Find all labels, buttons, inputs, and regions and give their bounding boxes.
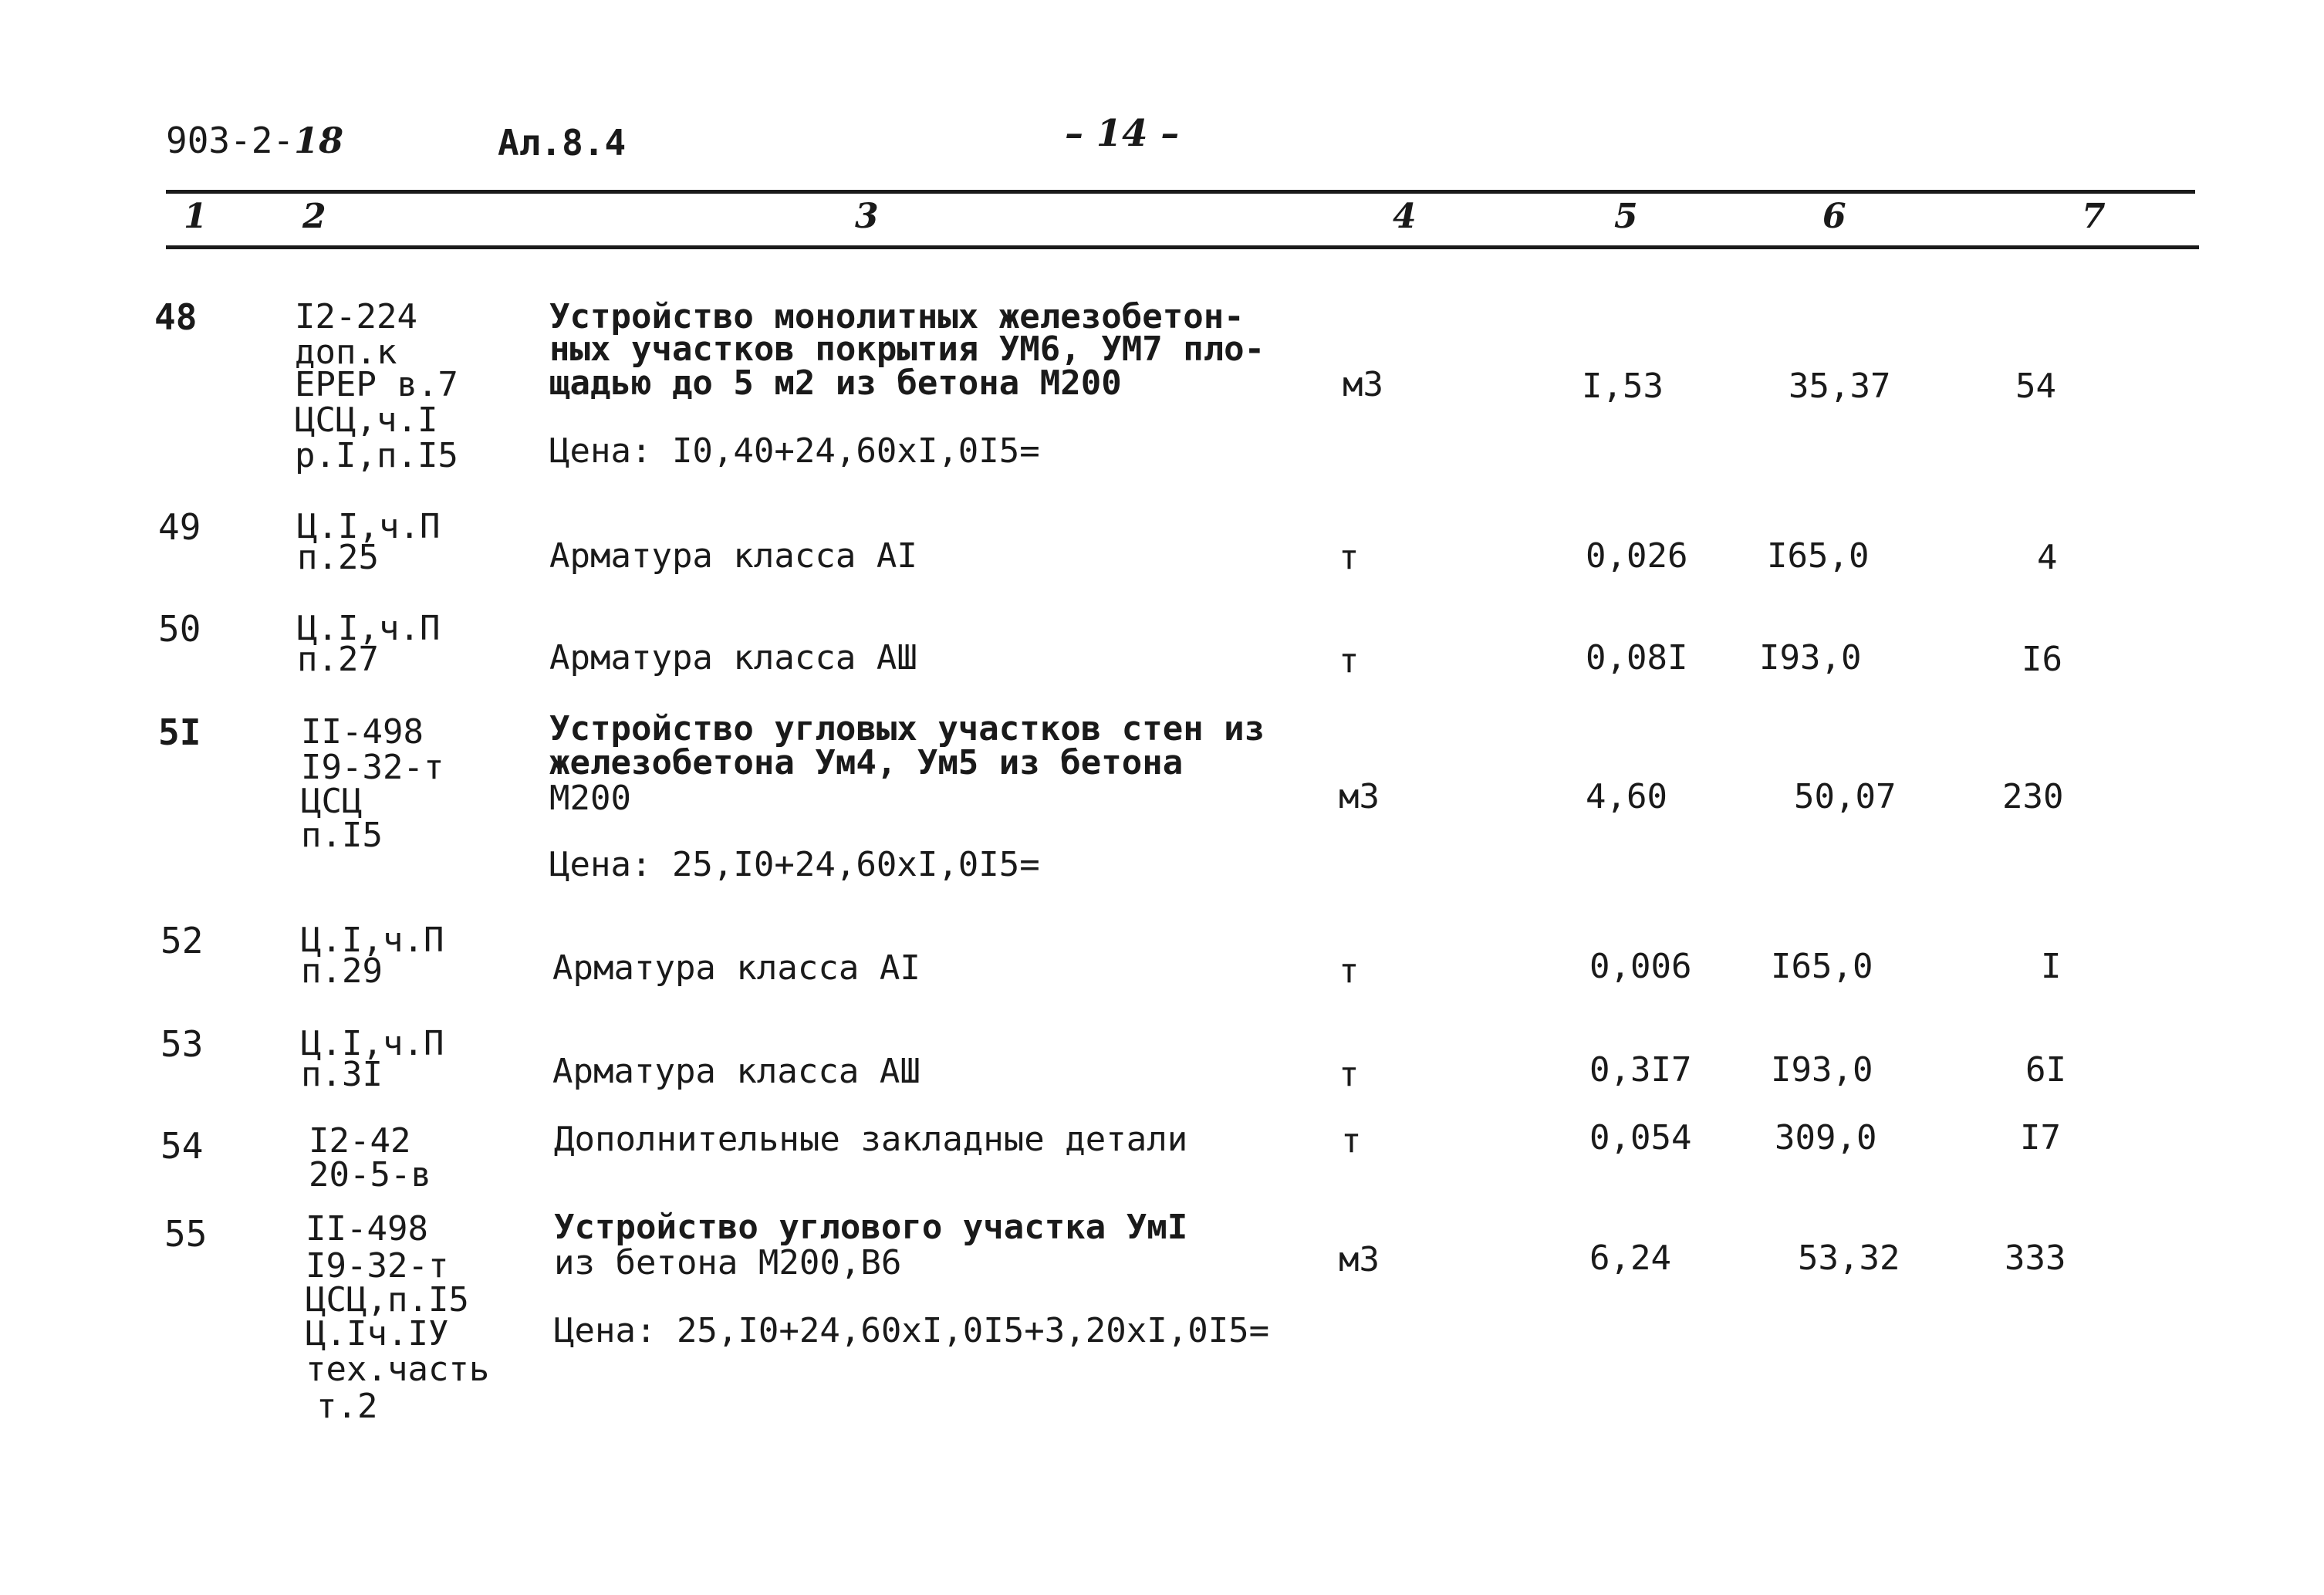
row-code-line: ЕРЕР в.7 [295, 365, 458, 404]
row-description-line: из бетона М200,В6 [554, 1243, 902, 1282]
row-quantity: 0,026 [1586, 536, 1688, 576]
row-code-line: I9-32-т [301, 748, 444, 787]
row-total: 4 [2037, 538, 2058, 577]
row-number: 50 [158, 608, 201, 650]
row-description-line: Дополнительные закладные детали [554, 1120, 1188, 1159]
row-quantity: I,53 [1582, 367, 1664, 406]
row-quantity: 0,08I [1586, 638, 1688, 678]
row-price-formula: Цена: 25,I0+24,60xI,0I5= [549, 845, 1040, 884]
row-number: 55 [164, 1213, 208, 1255]
row-quantity: 0,3I7 [1589, 1050, 1692, 1090]
row-number: 54 [160, 1125, 204, 1167]
column-number-7: 7 [2082, 197, 2106, 236]
row-unit: м3 [1339, 1240, 1380, 1279]
row-description-line: ных участков покрытия УМ6, УМ7 пло- [549, 329, 1265, 369]
row-code-line: II-498 [301, 712, 424, 752]
row-code-line: п.3I [301, 1055, 383, 1094]
header-rule-top [166, 190, 2195, 194]
row-description-line: Устройство угловых участков стен из [549, 709, 1265, 749]
row-price-formula: Цена: I0,40+24,60xI,0I5= [549, 431, 1040, 471]
row-description-line: Арматура класса АI [549, 536, 917, 576]
row-unit-cost: I93,0 [1759, 638, 1862, 678]
row-description-line: щадью до 5 м2 из бетона М200 [549, 363, 1122, 403]
row-unit-cost: 50,07 [1794, 777, 1897, 816]
row-code-line: п.27 [297, 640, 379, 679]
column-number-3: 3 [855, 197, 879, 236]
row-total: 6I [2025, 1050, 2066, 1090]
row-code-line: 20-5-в [309, 1155, 431, 1195]
row-number: 53 [160, 1023, 204, 1065]
row-number: 5I [158, 711, 201, 753]
row-total: 54 [2015, 367, 2056, 406]
row-description-line: Арматура класса АШ [552, 1052, 920, 1091]
row-unit-cost: 309,0 [1775, 1118, 1877, 1157]
row-quantity: 0,054 [1589, 1118, 1692, 1157]
row-unit: т [1339, 538, 1360, 577]
row-code-line: Ц.Iч.IУ [306, 1314, 449, 1353]
row-number: 52 [160, 920, 204, 961]
row-code-line: п.29 [301, 951, 383, 991]
row-code-line: доп.к [295, 333, 397, 372]
column-number-2: 2 [302, 197, 326, 236]
row-code-line: ЦСЦ [301, 782, 363, 821]
row-code-line: Ц.I,ч.П [297, 507, 441, 546]
row-unit: т [1339, 1055, 1360, 1094]
row-code-line: тех.часть [306, 1350, 490, 1389]
row-unit-cost: 35,37 [1789, 367, 1891, 406]
column-number-6: 6 [1822, 197, 1846, 236]
row-unit: т [1339, 641, 1360, 681]
row-unit: т [1341, 1121, 1362, 1161]
row-unit: м3 [1339, 777, 1380, 816]
row-total: I6 [2022, 640, 2062, 679]
row-total: I [2041, 947, 2062, 986]
row-total: 333 [2005, 1238, 2066, 1278]
row-unit-cost: 53,32 [1798, 1238, 1900, 1278]
document-code [166, 120, 343, 161]
row-quantity: 0,006 [1589, 947, 1692, 986]
row-unit-cost: I65,0 [1771, 947, 1873, 986]
column-number-1: 1 [184, 197, 208, 236]
row-code-line: п.25 [297, 538, 379, 577]
row-code-line: р.I,п.I5 [295, 436, 458, 475]
column-number-4: 4 [1393, 197, 1417, 236]
row-unit-cost: I93,0 [1771, 1050, 1873, 1090]
row-description-line: Арматура класса АШ [549, 638, 917, 678]
row-price-formula: Цена: 25,I0+24,60xI,0I5+3,20xI,0I5= [554, 1311, 1270, 1350]
row-code-line: I2-42 [309, 1121, 411, 1161]
row-code-line: Ц.I,ч.П [301, 921, 444, 960]
header-rule-bottom [166, 245, 2199, 249]
document-code-prefix: 903-2- [166, 120, 295, 161]
row-unit: т [1339, 951, 1360, 991]
row-code-line: Ц.I,ч.П [301, 1024, 444, 1063]
row-description-line: Устройство углового участка УмI [554, 1208, 1188, 1247]
column-number-5: 5 [1614, 197, 1638, 236]
row-total: I7 [2020, 1118, 2061, 1157]
row-code-line: ЦСЦ,ч.I [295, 400, 438, 440]
row-code-line: II-498 [306, 1209, 428, 1249]
page-number: – 14 – [1065, 112, 1180, 155]
row-code-line: Ц.I,ч.П [297, 609, 441, 648]
row-quantity: 4,60 [1586, 777, 1667, 816]
row-code-line: п.I5 [301, 816, 383, 855]
row-number: 49 [158, 506, 201, 548]
album-label: Ал.8.4 [498, 122, 627, 164]
row-number: 48 [154, 296, 198, 338]
row-description-line: Арматура класса АI [552, 948, 920, 988]
row-code-line: т.2 [316, 1387, 378, 1426]
row-total: 230 [2002, 777, 2064, 816]
row-description-line: железобетона Ум4, Ум5 из бетона [549, 743, 1184, 782]
row-code-line: I9-32-т [306, 1246, 449, 1286]
row-description-line: М200 [549, 779, 631, 818]
row-quantity: 6,24 [1589, 1238, 1671, 1278]
row-unit-cost: I65,0 [1767, 536, 1870, 576]
row-code-line: I2-224 [295, 297, 417, 336]
row-description-line: Устройство монолитных железобетон- [549, 297, 1245, 336]
document-code-suffix: 18 [294, 120, 344, 161]
row-code-line: ЦСЦ,п.I5 [306, 1280, 469, 1320]
row-unit: м3 [1343, 365, 1383, 404]
